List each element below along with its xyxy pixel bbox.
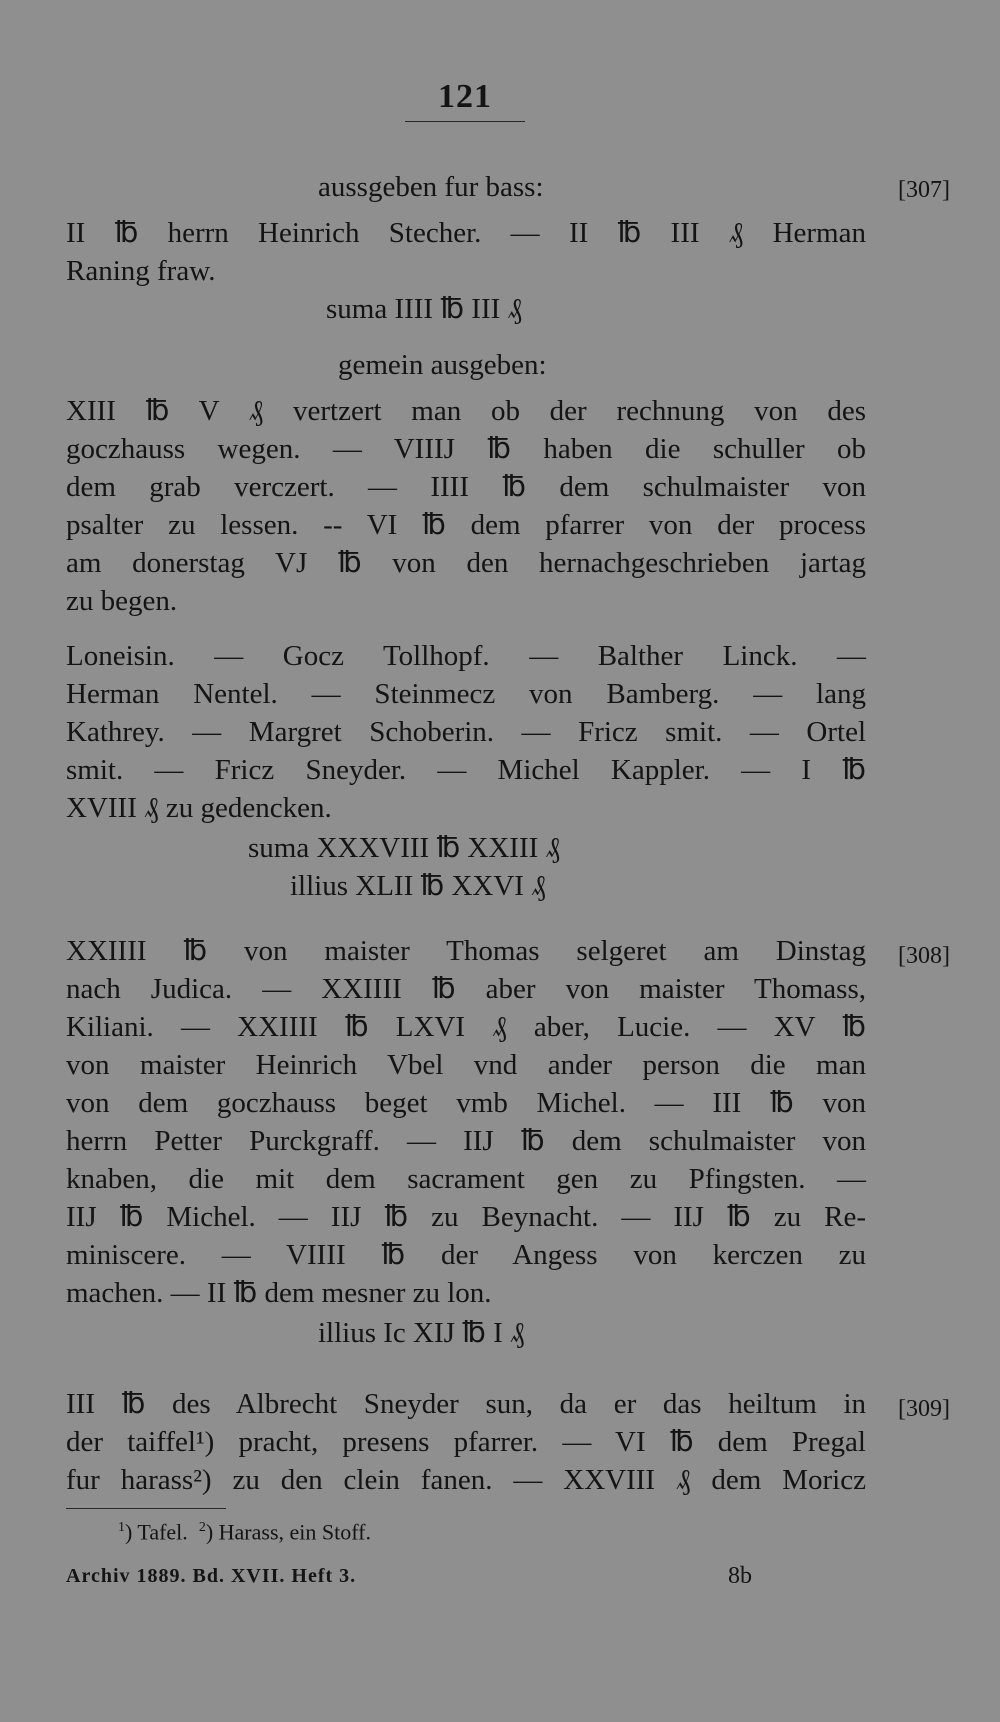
centered-line: aussgeben fur bass: [318, 171, 544, 203]
text-line: Herman Nentel. — Steinmecz von Bamberg. — lang [66, 678, 866, 710]
marginal-number: [308] [898, 943, 950, 969]
footnote-marker-1: 1 [118, 1520, 125, 1535]
text-line: XIII ℔ V ₰ vertzert man ob der rechnung von des [66, 395, 866, 427]
text-line: Raning fraw. [66, 255, 216, 287]
page-number-rule [405, 121, 525, 122]
signature-line: Archiv 1889. Bd. XVII. Heft 3. [66, 1565, 357, 1587]
text-line: XXIIII ℔ von maister Thomas selgeret am Dinstag [66, 935, 866, 967]
text-line: von dem goczhauss beget vmb Michel. — III ℔ von [66, 1087, 866, 1119]
text-line: psalter zu lessen. -- VI ℔ dem pfarrer von der process [66, 509, 866, 541]
footnotes [118, 1514, 371, 1546]
text-line: knaben, die mit dem sacrament gen zu Pfingsten. — [66, 1163, 866, 1195]
text-line: dem grab verczert. — IIII ℔ dem schulmaister von [66, 471, 866, 503]
text-line: Kathrey. — Margret Schoberin. — Fricz smit. — Ortel [66, 716, 866, 748]
footnote-marker-2: 2 [198, 1520, 206, 1535]
footnote-2: ) Harass, ein Stoff. [205, 1519, 371, 1545]
footnote-rule [66, 1508, 226, 1509]
footnote-1: ) Tafel. [125, 1519, 188, 1545]
text-line: IIJ ℔ Michel. — IIJ ℔ zu Beynacht. — IIJ ℔ zu Re- [66, 1201, 866, 1233]
text-line: der taiffel¹) pracht, presens pfarrer. — VI ℔ dem Pregal [66, 1426, 866, 1458]
text-line: goczhauss wegen. — VIIIJ ℔ haben die schuller ob [66, 433, 866, 465]
marginal-number: [309] [898, 1396, 950, 1422]
text-line: II ℔ herrn Heinrich Stecher. — II ℔ III ₰ Herman [66, 217, 866, 249]
text-line: am donerstag VJ ℔ von den hernachgeschrieben jartag [66, 547, 866, 579]
text-line: nach Judica. — XXIIII ℔ aber von maister Thomass, [66, 973, 866, 1005]
text-line: III ℔ des Albrecht Sneyder sun, da er das heiltum in [66, 1388, 866, 1420]
centered-line: illius XLII ℔ XXVI ₰ [290, 870, 546, 902]
centered-line: gemein ausgeben: [338, 349, 547, 381]
marginal-number: [307] [898, 177, 950, 203]
centered-line: illius Ic XIJ ℔ I ₰ [318, 1317, 525, 1349]
text-line: herrn Petter Purckgraff. — IIJ ℔ dem schulmaister von [66, 1125, 866, 1157]
page-number: 121 [438, 78, 492, 115]
centered-line: suma IIII ℔ III ₰ [326, 293, 523, 325]
text-line: von maister Heinrich Vbel vnd ander person die man [66, 1049, 866, 1081]
sheet-mark: 8b [728, 1563, 752, 1589]
centered-line: suma XXXVIII ℔ XXIII ₰ [248, 832, 561, 864]
text-line: miniscere. — VIIII ℔ der Angess von kerczen zu [66, 1239, 866, 1271]
text-line: Loneisin. — Gocz Tollhopf. — Balther Linck. — [66, 640, 866, 672]
text-line: fur harass²) zu den clein fanen. — XXVIII ₰ dem Moricz [66, 1464, 866, 1496]
text-line: Kiliani. — XXIIII ℔ LXVI ₰ aber, Lucie. — XV ℔ [66, 1011, 866, 1043]
text-line: XVIII ₰ zu gedencken. [66, 792, 332, 824]
text-line: smit. — Fricz Sneyder. — Michel Kappler. — I ℔ [66, 754, 866, 786]
text-line: machen. — II ℔ dem mesner zu lon. [66, 1277, 492, 1309]
text-line: zu begen. [66, 585, 178, 617]
